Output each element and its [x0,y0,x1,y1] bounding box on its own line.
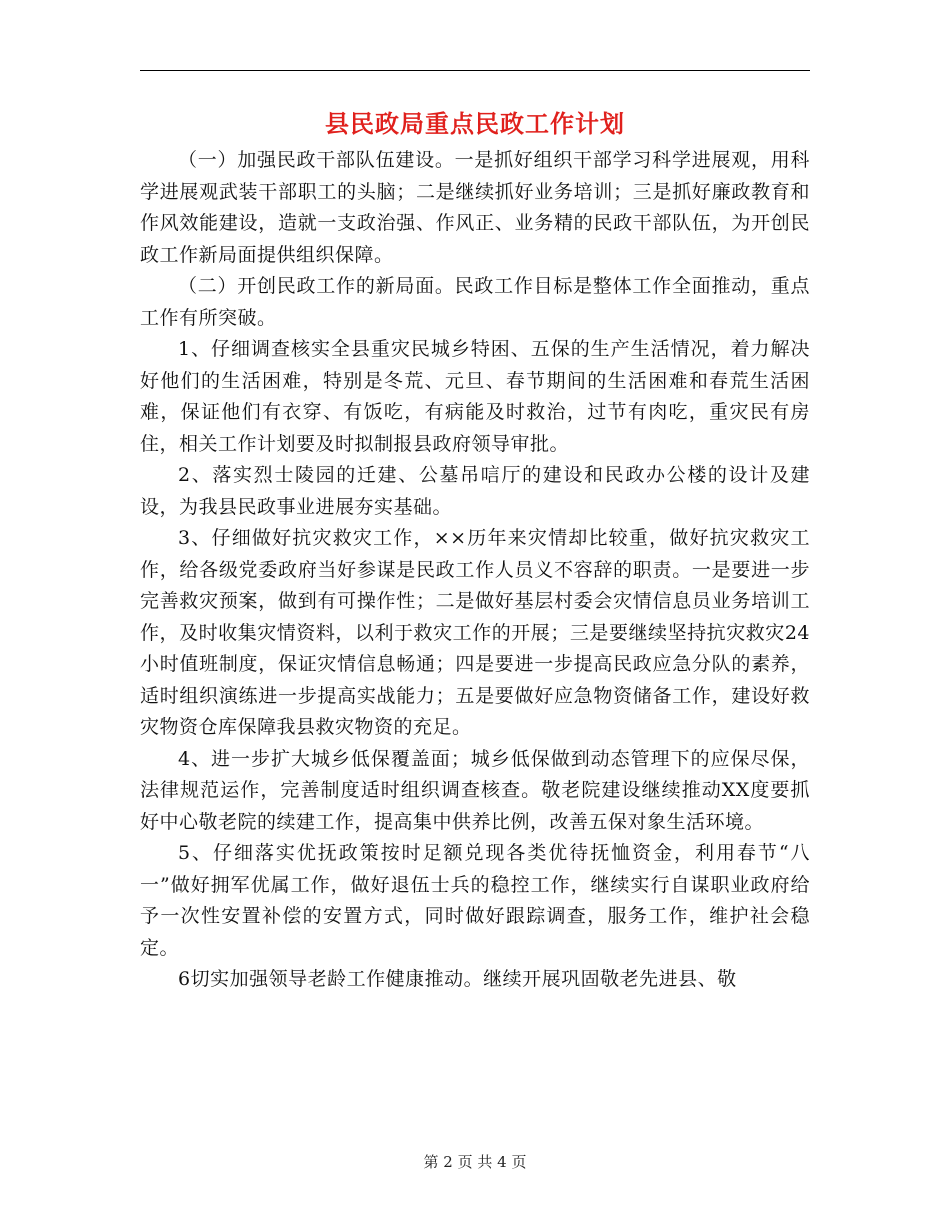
document-body [140,145,810,996]
paragraph-item-4: 4、进一步扩大城乡低保覆盖面；城乡低保做到动态管理下的应保尽保，法律规范运作，完善制度适时组织调查核查。敬老院建设继续推动XX度要抓好中心敬老院的续建工作，提高集中供养比例，改善五保对象生活环境。 [140,747,810,833]
paragraph-item-5: 5、仔细落实优抚政策按时足额兑现各类优待抚恤资金，利用春节“八一”做好拥军优属工作，做好退伍士兵的稳控工作，继续实行自谋职业政府给予一次性安置补偿的安置方式，同时做好跟踪调查，服务工作，维护社会稳定。 [140,842,810,959]
document-title: 县民政局重点民政工作计划 [325,109,625,138]
header-rule [140,70,810,71]
paragraph-item-6: 6切实加强领导老龄工作健康推动。继续开展巩固敬老先进县、敬 [178,968,737,990]
paragraph-item-2: 2、落实烈士陵园的迁建、公墓吊唁厅的建设和民政办公楼的设计及建设，为我县民政事业进展夯实基础。 [140,464,810,518]
paragraph-item-1: 1、仔细调查核实全县重灾民城乡特困、五保的生产生活情况，着力解决好他们的生活困难，特别是冬荒、元旦、春节期间的生活困难和春荒生活困难，保证他们有衣穿、有饭吃，有病能及时救治，过节有肉吃，重灾民有房住，相关工作计划要及时拟制报县政府领导审批。 [140,338,810,455]
paragraph-new-situation: （二）开创民政工作的新局面。民政工作目标是整体工作全面推动，重点工作有所突破。 [140,275,810,329]
paragraph-cadre-building: （一）加强民政干部队伍建设。一是抓好组织干部学习科学进展观，用科学进展观武装干部职工的头脑；二是继续抓好业务培训；三是抓好廉政教育和作风效能建设，造就一支政治强、作风正、业务精的民政干部队伍，为开创民政工作新局面提供组织保障。 [140,149,810,266]
page-number-footer: 第 2 页 共 4 页 [423,1153,527,1171]
paragraph-item-3: 3、仔细做好抗灾救灾工作，××历年来灾情却比较重，做好抗灾救灾工作，给各级党委政府当好参谋是民政工作人员义不容辞的职责。一是要进一步完善救灾预案，做到有可操作性；二是做好基层村委会灾情信息员业务培训工作，及时收集灾情资料，以利于救灾工作的开展；三是要继续坚持抗灾救灾24小时值班制度，保证灾情信息畅通；四是要进一步提高民政应急分队的素养，适时组织演练进一步提高实战能力；五是要做好应急物资储备工作，建设好救灾物资仓库保障我县救灾物资的充足。 [140,527,810,738]
